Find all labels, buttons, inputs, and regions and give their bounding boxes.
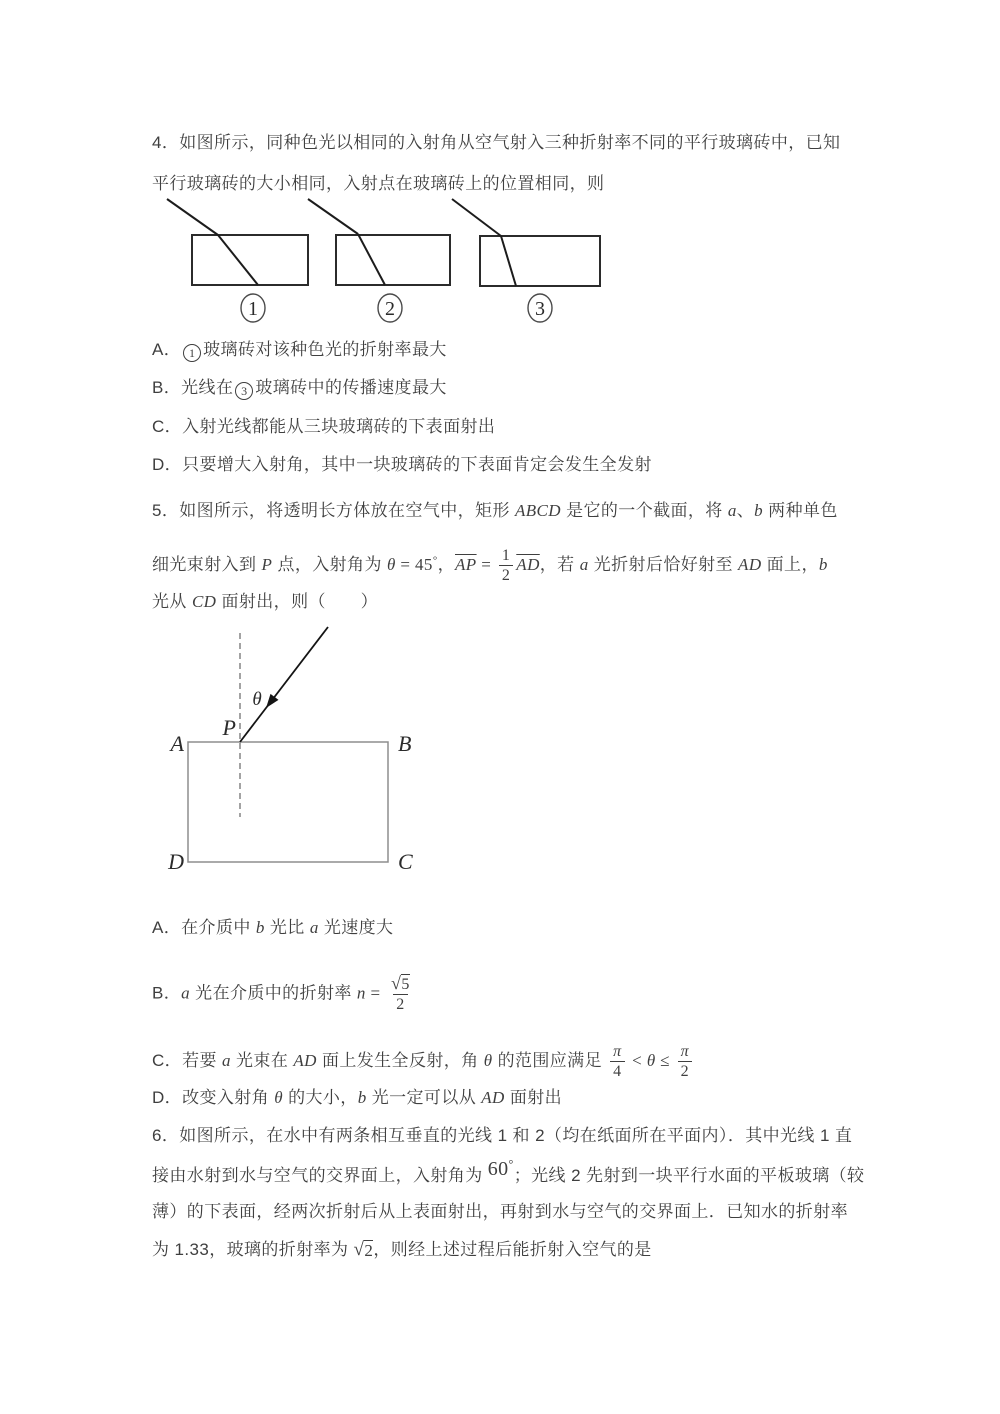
q6-text-line-3: 薄）的下表面，经两次折射后从上表面射出，再射到水与空气的交界面上．已知水的折射率	[152, 1202, 848, 1221]
q6-text-line-1: 6．如图所示，在水中有两条相互垂直的光线 1 和 2（均在纸面所在平面内）．其中光线 1 直	[152, 1126, 853, 1145]
q5-option-c: C．若要 a 光束在 AD 面上发生全反射，角 θ 的范围应满足 $\frac{\pi}{4}$ < θ ≤ $\frac{\pi}{2}$	[152, 1042, 695, 1081]
q4-text-line-2: 平行玻璃砖的大小相同，入射点在玻璃砖上的位置相同，则	[152, 174, 605, 193]
incident-ray	[240, 627, 328, 742]
refracted-ray-1	[218, 235, 258, 285]
q4-option-d: D．只要增大入射角，其中一块玻璃砖的下表面肯定会发生全发射	[152, 455, 652, 474]
q5-option-a: A．在介质中 b 光比 a 光速度大	[152, 918, 394, 937]
q4-option-c: C．入射光线都能从三块玻璃砖的下表面射出	[152, 417, 496, 436]
incident-ray-3	[452, 199, 501, 236]
q6-text-line-4: 为 1.33，玻璃的折射率为 √ 2 ，则经上述过程后能折射入空气的是	[152, 1239, 652, 1260]
q5-option-d: D．改变入射角 θ 的大小，b 光一定可以从 AD 面射出	[152, 1088, 563, 1107]
label-corner-b: B	[398, 731, 412, 756]
label-corner-d: D	[168, 849, 184, 874]
label-corner-c: C	[398, 849, 413, 874]
label-point-p: P	[222, 715, 236, 740]
q5-text-line-2: 细光束射入到 P 点，入射角为 θ = 45°，$\overline{AP}$ = $\frac{1}{2}$ $\overline{AD}$，若 a 光折射后恰好射至 AD 面上，b	[152, 547, 828, 585]
q4-text-line-1: 4．如图所示，同种色光以相同的入射角从空气射入三种折射率不同的平行玻璃砖中，已知	[152, 133, 841, 152]
refracted-ray-2	[358, 234, 385, 285]
label-corner-a: A	[170, 731, 184, 756]
incident-ray-1	[167, 199, 218, 235]
q4-option-b: B．光线在 3 玻璃砖中的传播速度最大	[152, 378, 447, 398]
block-label-1: 1	[248, 298, 258, 320]
ray-arrowhead	[266, 694, 279, 708]
q4-figure-three-glass-blocks	[150, 193, 620, 328]
q5-option-b: B．a 光在介质中的折射率 n = √ 5 2	[152, 973, 410, 1014]
glass-block-2	[336, 235, 450, 285]
q5-text-line-1: 5．如图所示，将透明长方体放在空气中，矩形 ABCD 是它的一个截面，将 a、b 两种单色	[152, 501, 838, 520]
incident-ray-2	[308, 199, 358, 234]
glass-block-1	[192, 235, 308, 285]
refracted-ray-3	[501, 236, 516, 286]
glass-block-3	[480, 236, 600, 286]
block-label-2: 2	[385, 298, 395, 320]
q6-text-line-2: 接由水射到水与空气的交界面上，入射角为 60°；光线 2 先射到一块平行水面的平板玻璃（较	[152, 1157, 865, 1185]
q4-option-a: A． 1 玻璃砖对该种色光的折射率最大	[152, 340, 447, 360]
label-theta: θ	[252, 689, 262, 710]
q5-figure-rect-abcd	[160, 613, 430, 898]
q5-text-line-3: 光从 CD 面射出，则（ ）	[152, 592, 379, 611]
rect-abcd-cross-section	[188, 742, 388, 862]
block-label-3: 3	[535, 298, 545, 320]
